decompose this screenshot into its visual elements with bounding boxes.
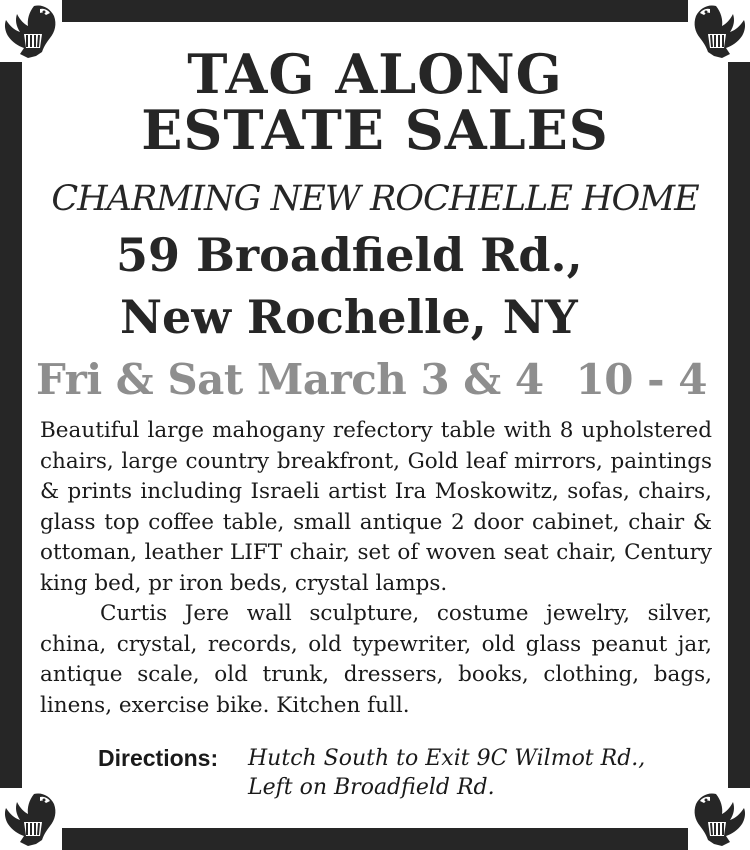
directions-line2: Left on Broadfield Rd.: [248, 775, 495, 800]
address-line2: New Rochelle, NY: [120, 290, 578, 344]
directions-label: Directions:: [98, 745, 219, 771]
ad-title-line2: ESTATE SALES: [141, 98, 609, 162]
directions-line1: Hutch South to Exit 9C Wilmot Rd.,: [248, 746, 646, 771]
description-paragraph: Beautiful large mahogany refectory table with 8 upholstered chairs, large country breakfront, Gold leaf mirrors, paintings & prints including Israeli artist Ira Moskowitz, sofas, chairs, glass top coffee table, small antique 2 door cabinet, chair & ottoman, leather LIFT chair, set of woven seat chair, Century king bed, pr iron beds, crystal lamps.: [40, 418, 712, 596]
border-right: [728, 62, 750, 788]
border-top: [62, 0, 688, 22]
directions-text: [248, 744, 645, 802]
ad-subtitle: CHARMING NEW ROCHELLE HOME: [51, 179, 699, 219]
sale-days: Fri & Sat March 3 & 4: [36, 355, 544, 404]
item-description: [40, 416, 712, 721]
border-bottom: [62, 828, 688, 850]
border-left: [0, 62, 22, 788]
address-line1: 59 Broadfield Rd.,: [116, 228, 583, 282]
directions: [98, 744, 645, 802]
sale-dates: [36, 355, 707, 405]
ad-content: [22, 22, 728, 828]
ad-title-line1: TAG ALONG: [187, 42, 563, 106]
description-paragraph: Curtis Jere wall sculpture, costume jewelry, silver, china, crystal, records, old typewriter, old glass peanut jar, antique scale, old trunk, dressers, books, clothing, bags, linens, exercise bike. Kitchen full.: [40, 601, 712, 718]
sale-hours: 10 - 4: [575, 355, 707, 404]
